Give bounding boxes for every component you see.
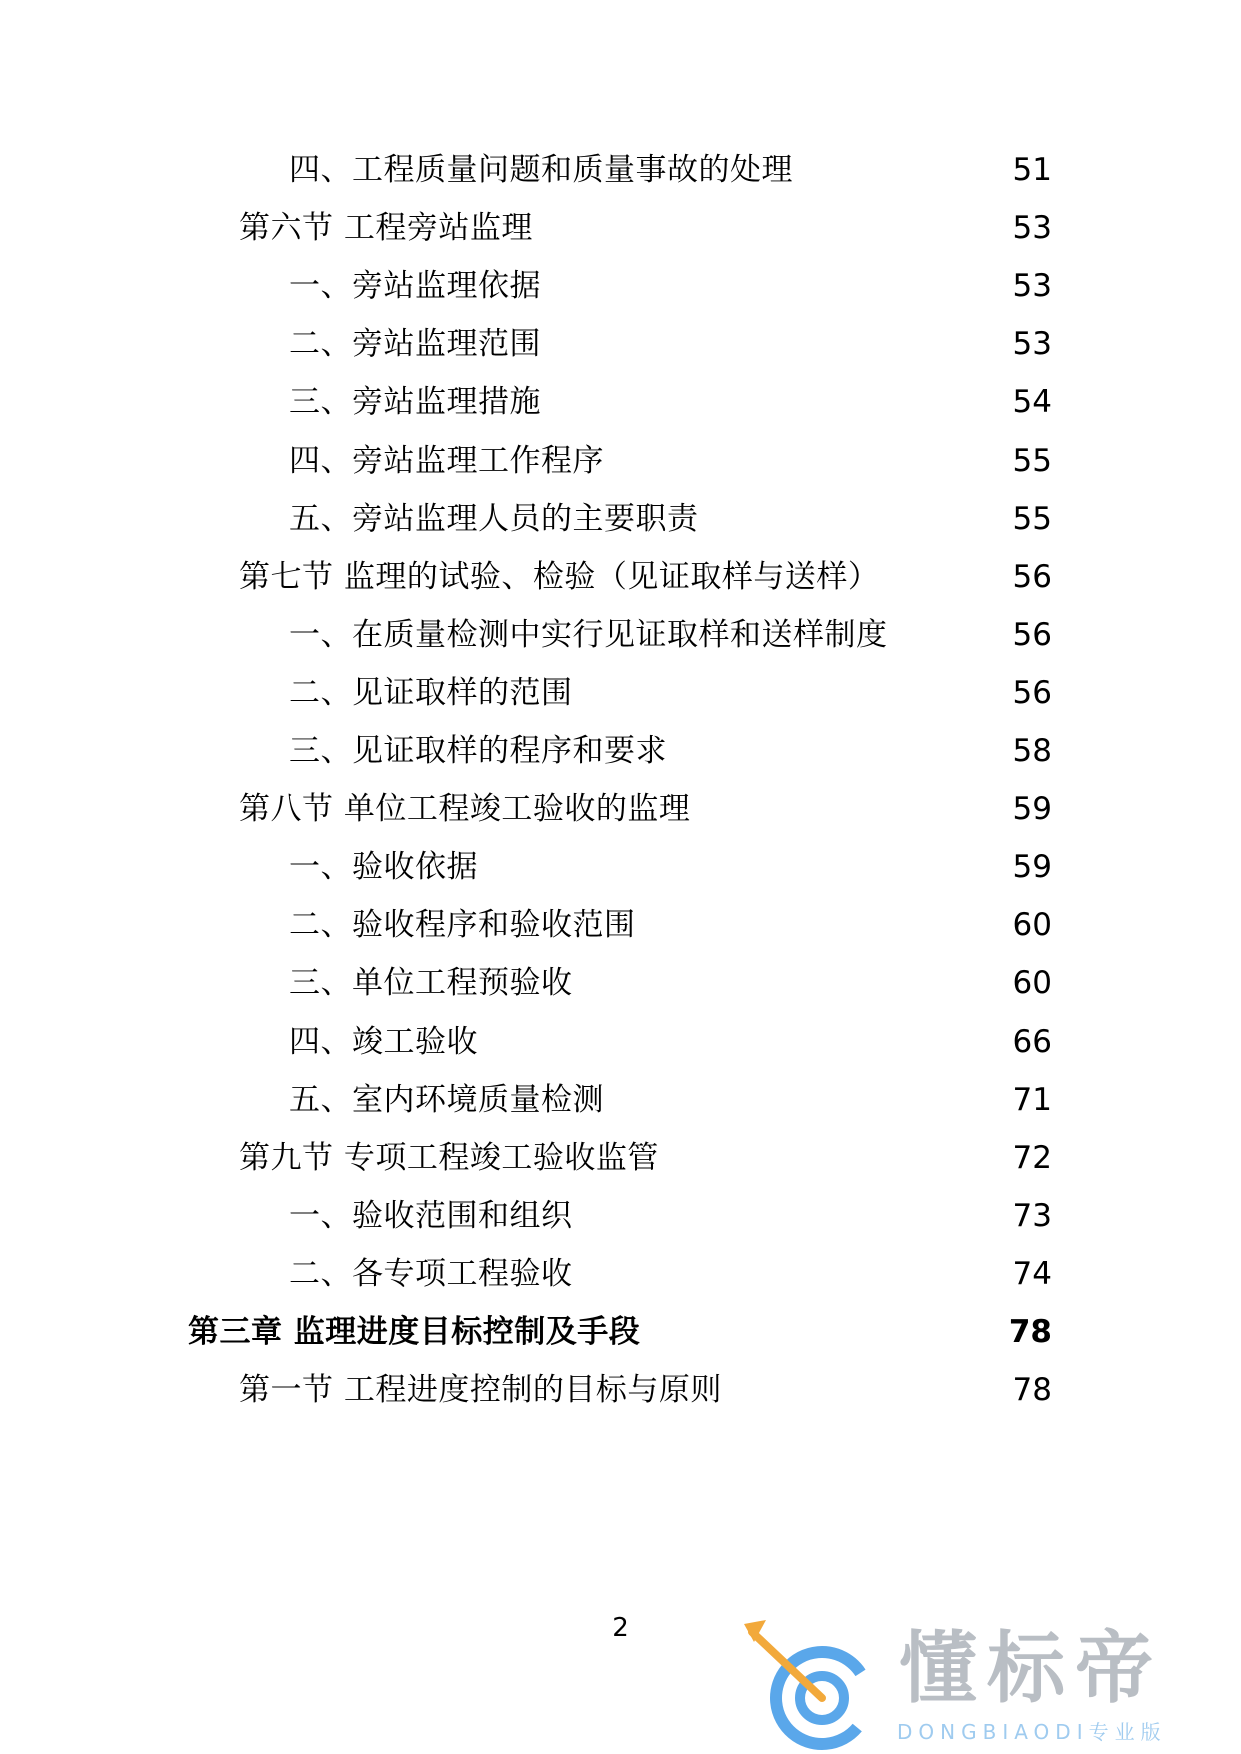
toc-entry (0, 789, 1241, 829)
toc-entry-page: 60 (1012, 965, 1052, 1002)
toc-entry-page: 53 (1012, 326, 1052, 363)
toc-entry-page: 71 (1012, 1081, 1052, 1118)
toc-entry-page: 56 (1012, 558, 1052, 595)
toc-entry (0, 1196, 1241, 1236)
toc-entry (0, 615, 1241, 655)
toc-entry-page: 53 (1012, 268, 1052, 305)
toc-entry-title: 第八节 单位工程竣工验收的监理 (239, 791, 691, 828)
toc-entry-page: 74 (1012, 1255, 1052, 1292)
toc-entry (0, 266, 1241, 306)
toc-entry-page: 55 (1012, 500, 1052, 537)
toc-entry-page: 59 (1012, 791, 1052, 828)
toc-entry-title: 一、验收范围和组织 (289, 1197, 573, 1234)
toc-entry-title: 三、旁站监理措施 (289, 384, 541, 421)
watermark-brand: 懂标帝 (899, 1624, 1164, 1714)
toc-entry-page: 53 (1012, 210, 1052, 247)
toc-entry-title: 一、验收依据 (289, 849, 478, 886)
toc-entry-page: 78 (1012, 1372, 1052, 1409)
toc-entry-page: 56 (1012, 616, 1052, 653)
toc-entry-title: 五、室内环境质量检测 (289, 1081, 604, 1118)
toc-entry-title: 二、各专项工程验收 (289, 1255, 573, 1292)
toc-entry-title: 三、单位工程预验收 (289, 965, 573, 1002)
toc-entry-title: 一、旁站监理依据 (289, 268, 541, 305)
toc-entry (0, 673, 1241, 713)
toc-entry-title: 四、竣工验收 (289, 1023, 478, 1060)
toc-entry-title: 一、在质量检测中实行见证取样和送样制度 (289, 616, 888, 653)
toc-entry-page: 56 (1012, 674, 1052, 711)
toc-entry (0, 1312, 1241, 1352)
toc-entry-title: 第三章 监理进度目标控制及手段 (188, 1314, 641, 1350)
toc-entry (0, 208, 1241, 248)
toc-entry (0, 1254, 1241, 1294)
toc-entry (0, 1138, 1241, 1178)
toc-entry (0, 150, 1241, 190)
toc-entry-title: 第六节 工程旁站监理 (239, 210, 533, 247)
toc-entry-title: 第九节 专项工程竣工验收监管 (239, 1139, 659, 1176)
toc-entry (0, 847, 1241, 887)
toc-entry (0, 1022, 1241, 1062)
page-number: 2 (612, 1613, 629, 1643)
toc-entry-page: 59 (1012, 849, 1052, 886)
toc-entry-page: 73 (1012, 1197, 1052, 1234)
toc-entry-title: 二、旁站监理范围 (289, 326, 541, 363)
toc-entry (0, 1370, 1241, 1410)
toc-entry-page: 54 (1012, 384, 1052, 421)
target-arrow-icon (744, 1618, 894, 1754)
toc-entry-page: 60 (1012, 907, 1052, 944)
toc-entry (0, 1080, 1241, 1120)
toc-entry (0, 324, 1241, 364)
toc-entry (0, 499, 1241, 539)
toc-entry (0, 905, 1241, 945)
toc-entry (0, 441, 1241, 481)
toc-entry-title: 二、见证取样的范围 (289, 674, 573, 711)
watermark-subtitle: DONGBIAODI专业版 (897, 1720, 1167, 1744)
toc-entry-title: 四、旁站监理工作程序 (289, 442, 604, 479)
toc-entry-title: 四、工程质量问题和质量事故的处理 (289, 152, 793, 188)
toc-entry-page: 55 (1012, 442, 1052, 479)
toc-entry (0, 557, 1241, 597)
toc-entry-page: 66 (1012, 1023, 1052, 1060)
toc-entry (0, 731, 1241, 771)
toc-entry-page: 72 (1012, 1139, 1052, 1176)
toc-entry-title: 第七节 监理的试验、检验（见证取样与送样） (239, 558, 880, 595)
toc-entry (0, 963, 1241, 1003)
toc-entry-title: 三、见证取样的程序和要求 (289, 733, 667, 769)
toc-entry-page: 78 (1008, 1314, 1052, 1350)
toc-entry-title: 五、旁站监理人员的主要职责 (289, 500, 699, 537)
toc-entry-title: 二、验收程序和验收范围 (289, 907, 636, 944)
watermark-logo (744, 1618, 1214, 1754)
toc-entry-title: 第一节 工程进度控制的目标与原则 (239, 1372, 722, 1409)
toc-entry (0, 382, 1241, 422)
toc-entry-page: 51 (1012, 152, 1052, 188)
toc-entry-page: 58 (1012, 733, 1052, 769)
